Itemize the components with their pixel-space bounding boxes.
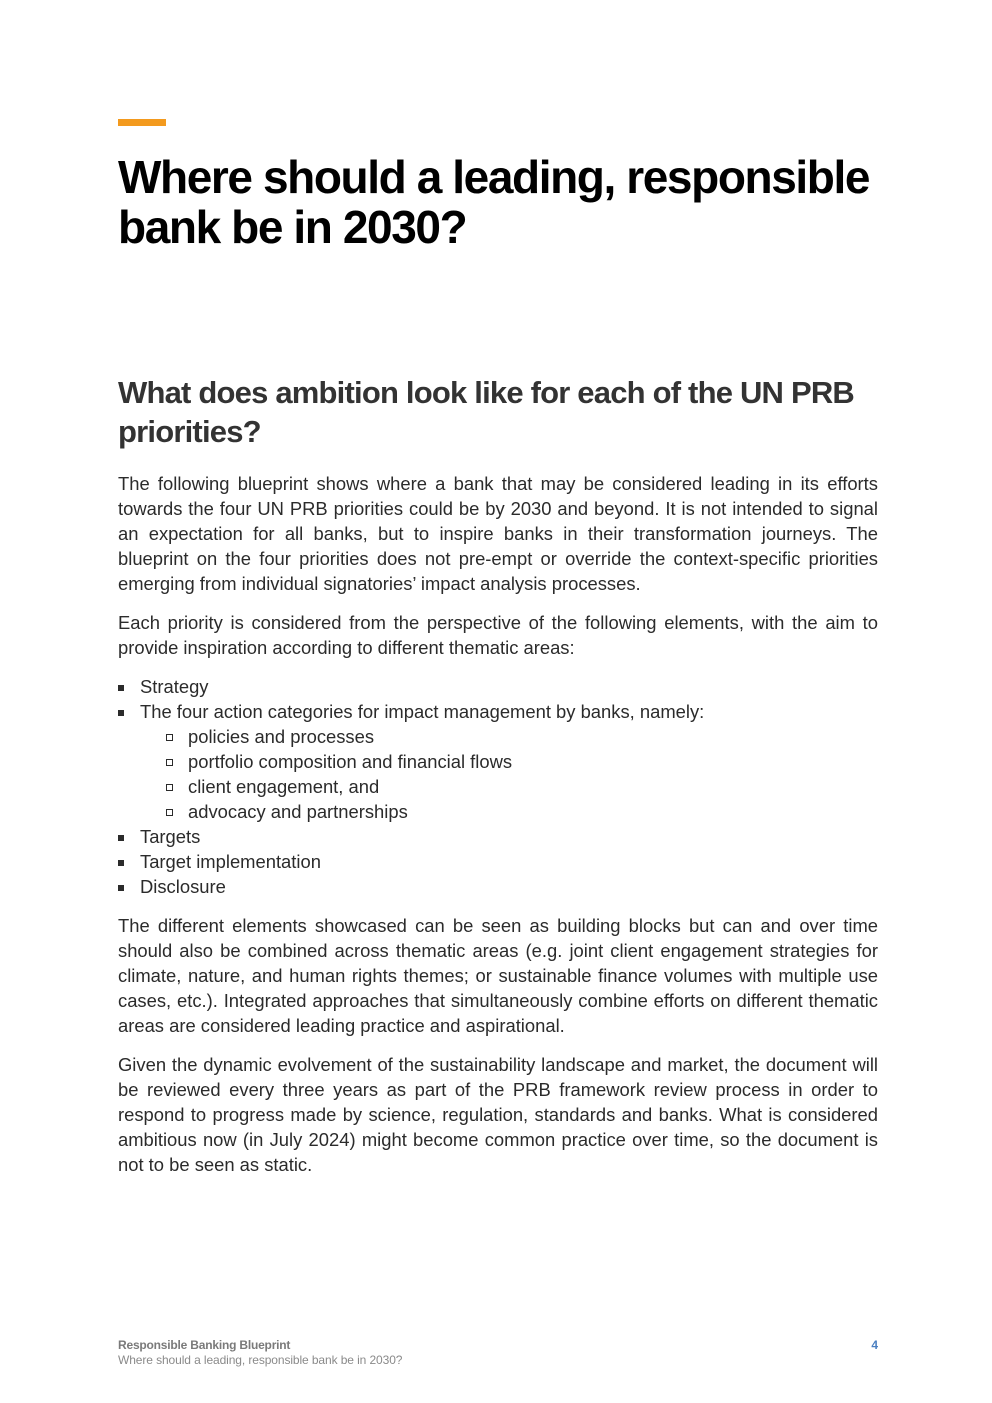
body-text xyxy=(118,471,878,1191)
action-categories-list xyxy=(140,724,878,824)
list-item-targets: Targets xyxy=(118,824,878,849)
accent-bar xyxy=(118,119,166,126)
footer-document-title: Responsible Banking Blueprint xyxy=(118,1338,291,1352)
section-heading: What does ambition look like for each of the UN PRB priorities? xyxy=(118,375,855,449)
elements-intro-paragraph: Each priority is considered from the perspective of the following elements, with the aim to provide inspiration according to different thematic areas: xyxy=(118,612,878,658)
page-footer xyxy=(118,1338,878,1368)
intro-paragraph: The following blueprint shows where a bank that may be considered leading in its efforts towards the four UN PRB priorities could be by 2030 and beyond. It is not intended to signal an expectation for all banks, but to inspire banks in their transformation journeys. The blueprint on the four priorities does not pre-empt or override the context-specific priorities emerging from individual signatories’ impact analysis processes. xyxy=(118,473,878,594)
list-item-disclosure: Disclosure xyxy=(118,874,878,899)
review-paragraph: Given the dynamic evolvement of the sustainability landscape and market, the document will be reviewed every three years as part of the PRB framework review process in order to respond to progress made by science, regulation, standards and banks. What is considered ambitious now (in July 2024) might become common practice over time, so the document is not to be seen as static. xyxy=(118,1054,878,1175)
elements-list xyxy=(118,674,878,899)
list-item-action-categories xyxy=(118,699,878,824)
sub-list-item: client engagement, and xyxy=(166,774,878,799)
sub-list-item: policies and processes xyxy=(166,724,878,749)
sub-list-item: portfolio composition and financial flows xyxy=(166,749,878,774)
list-item-strategy: Strategy xyxy=(118,674,878,699)
list-item-target-implementation: Target implementation xyxy=(118,849,878,874)
footer-section-title: Where should a leading, responsible bank be in 2030? xyxy=(118,1353,403,1367)
page-number: 4 xyxy=(871,1338,878,1352)
page-title: Where should a leading, responsible bank be in 2030? xyxy=(118,151,870,253)
sub-list-item: advocacy and partnerships xyxy=(166,799,878,824)
action-categories-label: The four action categories for impact management by banks, namely: xyxy=(140,701,705,722)
building-blocks-paragraph: The different elements showcased can be seen as building blocks but can and over time should also be combined across thematic areas (e.g. joint client engagement strategies for climate, nature, and human rights themes; or sustainable finance volumes with multiple use cases, etc.). Integrated approaches that simultaneously combine efforts on different thematic areas are considered leading practice and aspirational. xyxy=(118,915,878,1036)
